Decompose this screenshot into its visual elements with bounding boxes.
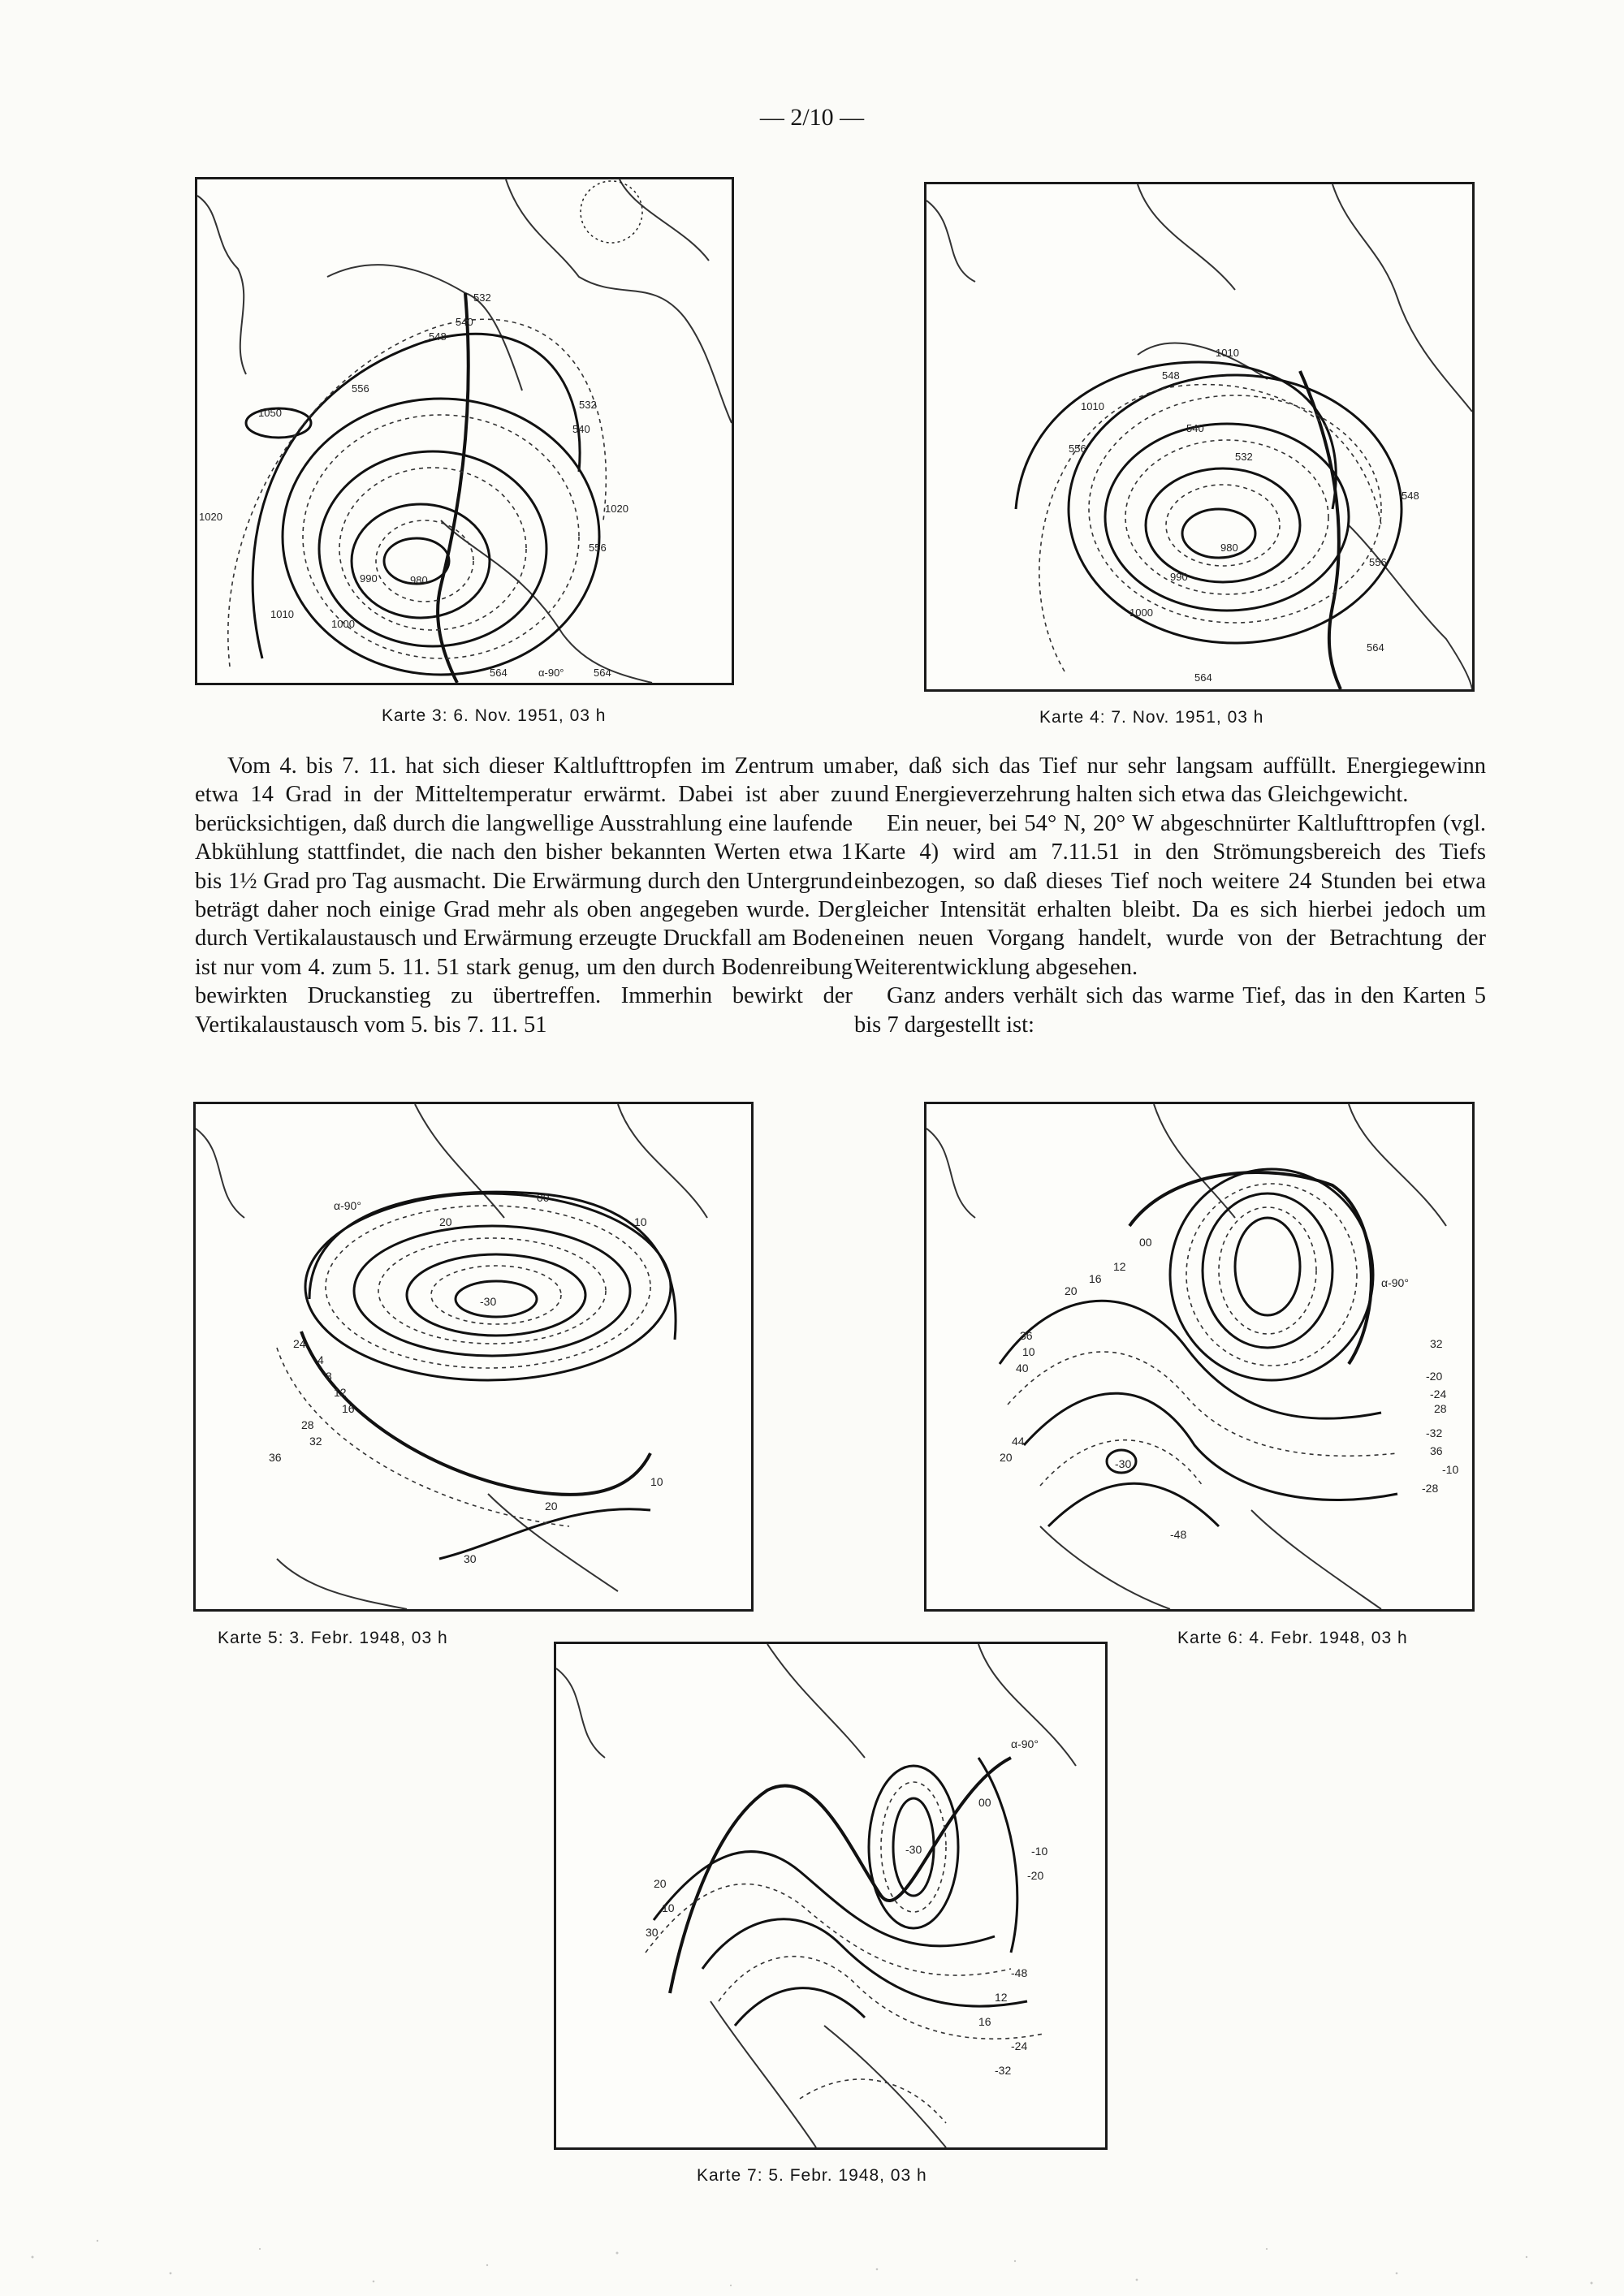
map-label: 16 — [1089, 1272, 1102, 1285]
map-label: 990 — [1170, 571, 1188, 583]
map-label: -28 — [1422, 1482, 1439, 1495]
map-label: -32 — [995, 2064, 1012, 2077]
map-label: -30 — [1115, 1457, 1132, 1470]
text-column-right — [854, 752, 1486, 1039]
map-label: 12 — [995, 1991, 1008, 2004]
map-label: 1010 — [270, 608, 294, 620]
map-label: 556 — [589, 542, 607, 554]
map-label: 10 — [662, 1901, 675, 1914]
map-label: 32 — [1430, 1337, 1443, 1350]
map-label: -24 — [1430, 1388, 1447, 1400]
map-label: 1020 — [199, 511, 222, 523]
map-label: 36 — [1430, 1444, 1443, 1457]
paragraph: Vom 4. bis 7. 11. hat sich dieser Kaltlufttropfen im Zentrum um etwa 14 Grad in der Mitteltemperatur erwärmt. Dabei ist aber zu berücksichtigen, daß durch die langwellige Ausstrahlung eine laufende Abkühlung stattfindet, die nach den bisher bekannten Werten etwa 1 bis 1½ Grad pro Tag ausmacht. Die Erwärmung durch den Untergrund beträgt daher noch einige Grad mehr als oben angegeben wurde. Der durch Vertikalaustausch und Erwärmung erzeugte Druckfall am Boden ist nur vom 4. zum 5. 11. 51 stark genug, um den durch Bodenreibung bewirkten Druckanstieg zu übertreffen. Immerhin bewirkt der Vertikalaustausch vom 5. bis 7. 11. 51 — [195, 753, 853, 1038]
map-label: 980 — [410, 574, 428, 586]
paragraph: Ganz anders verhält sich das warme Tief, das in den Karten 5 bis 7 dargestellt ist: — [854, 983, 1486, 1038]
map-label: 1000 — [1129, 606, 1153, 619]
map-label: 556 — [1369, 556, 1387, 568]
map-label: 20 — [654, 1877, 667, 1890]
map-label: 00 — [1139, 1236, 1152, 1249]
map-label: 990 — [360, 572, 378, 585]
map-label: 4 — [317, 1353, 324, 1366]
map-label: -10 — [1031, 1845, 1048, 1858]
map-label: 30 — [646, 1926, 659, 1939]
map-caption: Karte 3: 6. Nov. 1951, 03 h — [382, 706, 607, 725]
map-label: -10 — [1442, 1463, 1459, 1476]
map-label: 564 — [594, 667, 611, 679]
map-label: 532 — [1235, 451, 1253, 463]
map-label: α-90° — [334, 1199, 361, 1212]
map-label: -48 — [1170, 1528, 1187, 1541]
map-label: 10 — [634, 1215, 647, 1228]
map-label: 1000 — [331, 618, 355, 630]
map-caption: Karte 5: 3. Febr. 1948, 03 h — [218, 1629, 448, 1647]
map-label: 36 — [1020, 1329, 1033, 1342]
map-label: -24 — [1011, 2039, 1028, 2052]
map-label: 1050 — [258, 407, 282, 419]
map-label: α-90° — [538, 667, 564, 679]
map-label: 556 — [352, 382, 369, 395]
weather-map-karte7 — [554, 1642, 1108, 2150]
weather-map-karte5 — [193, 1102, 754, 1612]
map-label: α-90° — [1381, 1276, 1409, 1289]
map-label: 10 — [650, 1475, 663, 1488]
map-label: 564 — [1367, 641, 1384, 654]
map-caption: Karte 7: 5. Febr. 1948, 03 h — [697, 2166, 927, 2185]
weather-map-karte4 — [924, 182, 1475, 692]
map-label: 16 — [978, 2015, 991, 2028]
map-label: 12 — [1113, 1260, 1126, 1273]
map-label: 548 — [1162, 369, 1180, 382]
paragraph: aber, daß sich das Tief nur sehr langsam auffüllt. Energiegewinn und Energieverzehrung halten sich etwa das Gleichgewicht. — [854, 753, 1486, 808]
map-label: 556 — [1069, 442, 1086, 455]
text-column-left — [195, 752, 853, 1039]
map-label: 20 — [545, 1500, 558, 1513]
map-label: 00 — [978, 1796, 991, 1809]
map-label: 540 — [456, 316, 473, 328]
map-label: 20 — [1065, 1284, 1078, 1297]
map-label: 564 — [1194, 671, 1212, 684]
map-label: 10 — [1022, 1345, 1035, 1358]
map-label: 28 — [301, 1418, 314, 1431]
map-label: 16 — [342, 1402, 355, 1415]
paragraph: Ein neuer, bei 54° N, 20° W abgeschnürter Kaltlufttropfen (vgl. Karte 4) wird am 7.11.51 in den Strömungsbereich des Tiefs einbezogen, so daß dieses Tief noch weitere 24 Stunden bei etwa gleicher Intensität erhalten bleibt. Da es sich hierbei jedoch um einen neuen Vorgang handelt, wurde von der Betrachtung der Weiterentwicklung abgesehen. — [854, 810, 1486, 980]
map-label: 40 — [1016, 1362, 1029, 1375]
map-label: 20 — [439, 1215, 452, 1228]
map-label: -30 — [905, 1843, 922, 1856]
map-label: -20 — [1426, 1370, 1443, 1383]
map-label: 30 — [464, 1552, 477, 1565]
map-label: 1010 — [1216, 347, 1239, 359]
map-caption: Karte 4: 7. Nov. 1951, 03 h — [1039, 708, 1264, 727]
scan-noise — [0, 2192, 1624, 2296]
map-label: 12 — [334, 1386, 347, 1399]
map-label: 548 — [429, 330, 447, 343]
map-label: α-90° — [1011, 1737, 1039, 1750]
map-label: -20 — [1027, 1869, 1044, 1882]
map-label: 32 — [309, 1435, 322, 1448]
map-label: 532 — [579, 399, 597, 411]
map-label: 540 — [572, 423, 590, 435]
page-number: — 2/10 — — [759, 104, 865, 131]
map-label: 36 — [269, 1451, 282, 1464]
map-label: 1020 — [605, 503, 628, 515]
map-label: 532 — [473, 291, 491, 304]
map-label: 980 — [1220, 542, 1238, 554]
map-label: 24 — [293, 1337, 306, 1350]
map-label: -30 — [480, 1295, 497, 1308]
map-label: 564 — [490, 667, 508, 679]
map-label: -48 — [1011, 1966, 1028, 1979]
map-label: 44 — [1012, 1435, 1025, 1448]
map-caption: Karte 6: 4. Febr. 1948, 03 h — [1177, 1629, 1408, 1647]
map-label: 00 — [537, 1191, 550, 1204]
map-label: 540 — [1186, 422, 1204, 434]
weather-map-karte6 — [924, 1102, 1475, 1612]
map-label: -32 — [1426, 1426, 1443, 1439]
map-label: 20 — [1000, 1451, 1013, 1464]
map-label: 548 — [1402, 490, 1419, 502]
map-label: 8 — [326, 1370, 332, 1383]
map-label: 1010 — [1081, 400, 1104, 412]
map-label: 28 — [1434, 1402, 1447, 1415]
weather-map-karte3 — [195, 177, 734, 685]
